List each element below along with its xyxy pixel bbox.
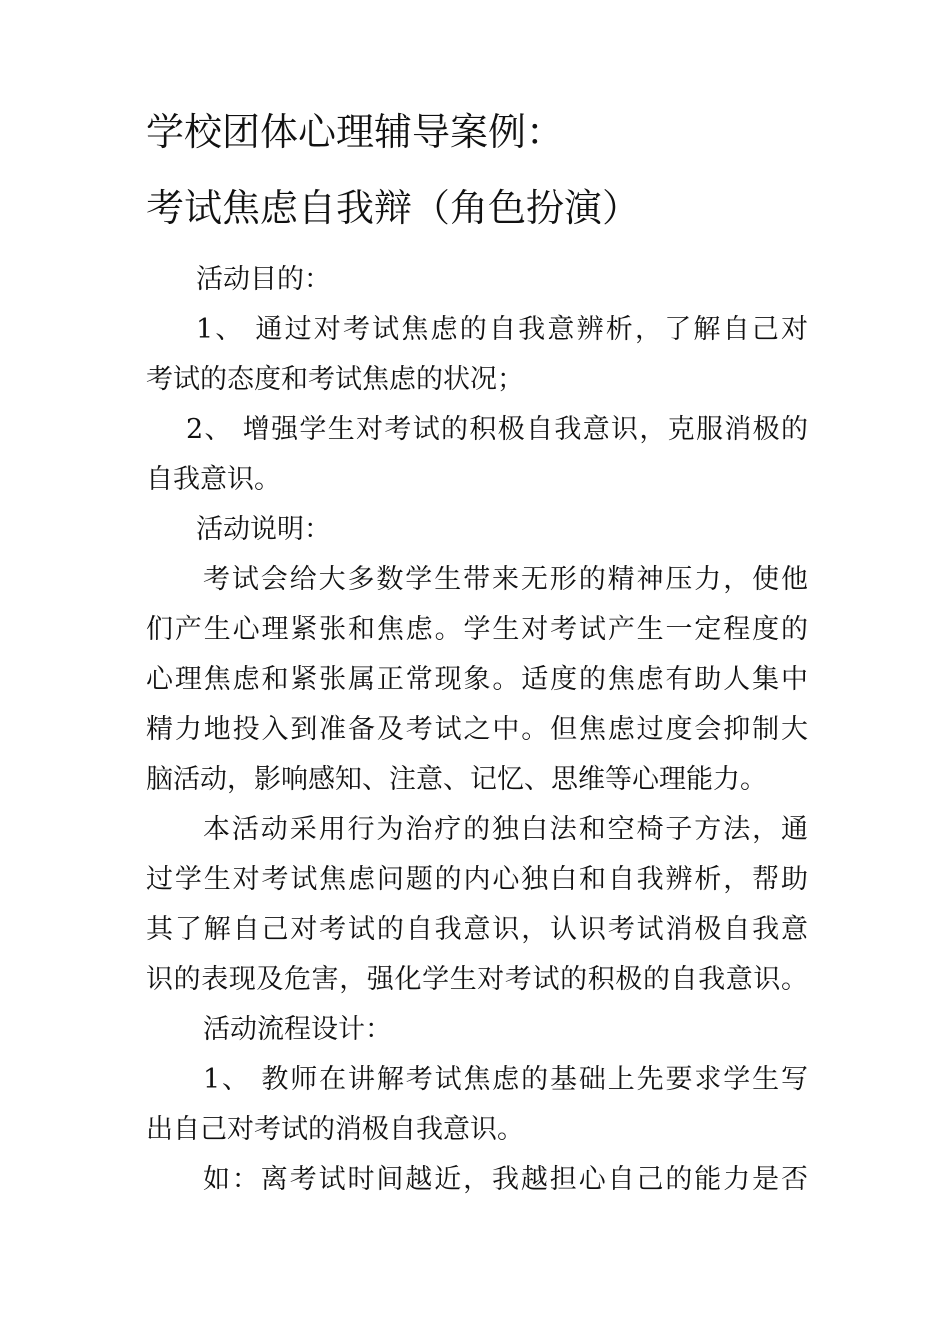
paragraph-line: 考试的态度和考试焦虑的状况； <box>146 364 524 395</box>
paragraph-line: 考试会给大多数学生带来无形的精神压力，使他 <box>203 564 808 595</box>
paragraph-line: 过学生对考试焦虑问题的内心独白和自我辨析，帮助 <box>146 864 808 895</box>
paragraph-line: 1、 通过对考试焦虑的自我意辨析，了解自己对 <box>196 314 808 345</box>
paragraph-line: 2、 增强学生对考试的积极自我意识，克服消极的 <box>186 414 808 445</box>
paragraph-line: 出自己对考试的消极自我意识。 <box>146 1114 524 1145</box>
paragraph-line: 1、 教师在讲解考试焦虑的基础上先要求学生写 <box>203 1064 808 1095</box>
section-heading-description: 活动说明： <box>196 514 331 545</box>
paragraph-line: 自我意识。 <box>146 464 281 495</box>
paragraph-line: 本活动采用行为治疗的独白法和空椅子方法，通 <box>203 814 808 845</box>
paragraph-line: 精力地投入到准备及考试之中。但焦虑过度会抑制大 <box>146 714 808 745</box>
paragraph-line: 识的表现及危害，强化学生对考试的积极的自我意识。 <box>146 964 808 995</box>
section-heading-purpose: 活动目的： <box>196 264 331 295</box>
section-heading-process: 活动流程设计： <box>203 1014 392 1045</box>
document-title-line-1: 学校团体心理辅导案例： <box>146 110 565 154</box>
paragraph-line: 如：离考试时间越近，我越担心自己的能力是否 <box>203 1164 808 1195</box>
paragraph-line: 其了解自己对考试的自我意识，认识考试消极自我意 <box>146 914 808 945</box>
paragraph-line: 们产生心理紧张和焦虑。学生对考试产生一定程度的 <box>146 614 808 645</box>
paragraph-line: 脑活动，影响感知、注意、记忆、思维等心理能力。 <box>146 764 767 795</box>
document-title-line-2: 考试焦虑自我辩（角色扮演） <box>146 186 641 230</box>
paragraph-line: 心理焦虑和紧张属正常现象。适度的焦虑有助人集中 <box>146 664 808 695</box>
